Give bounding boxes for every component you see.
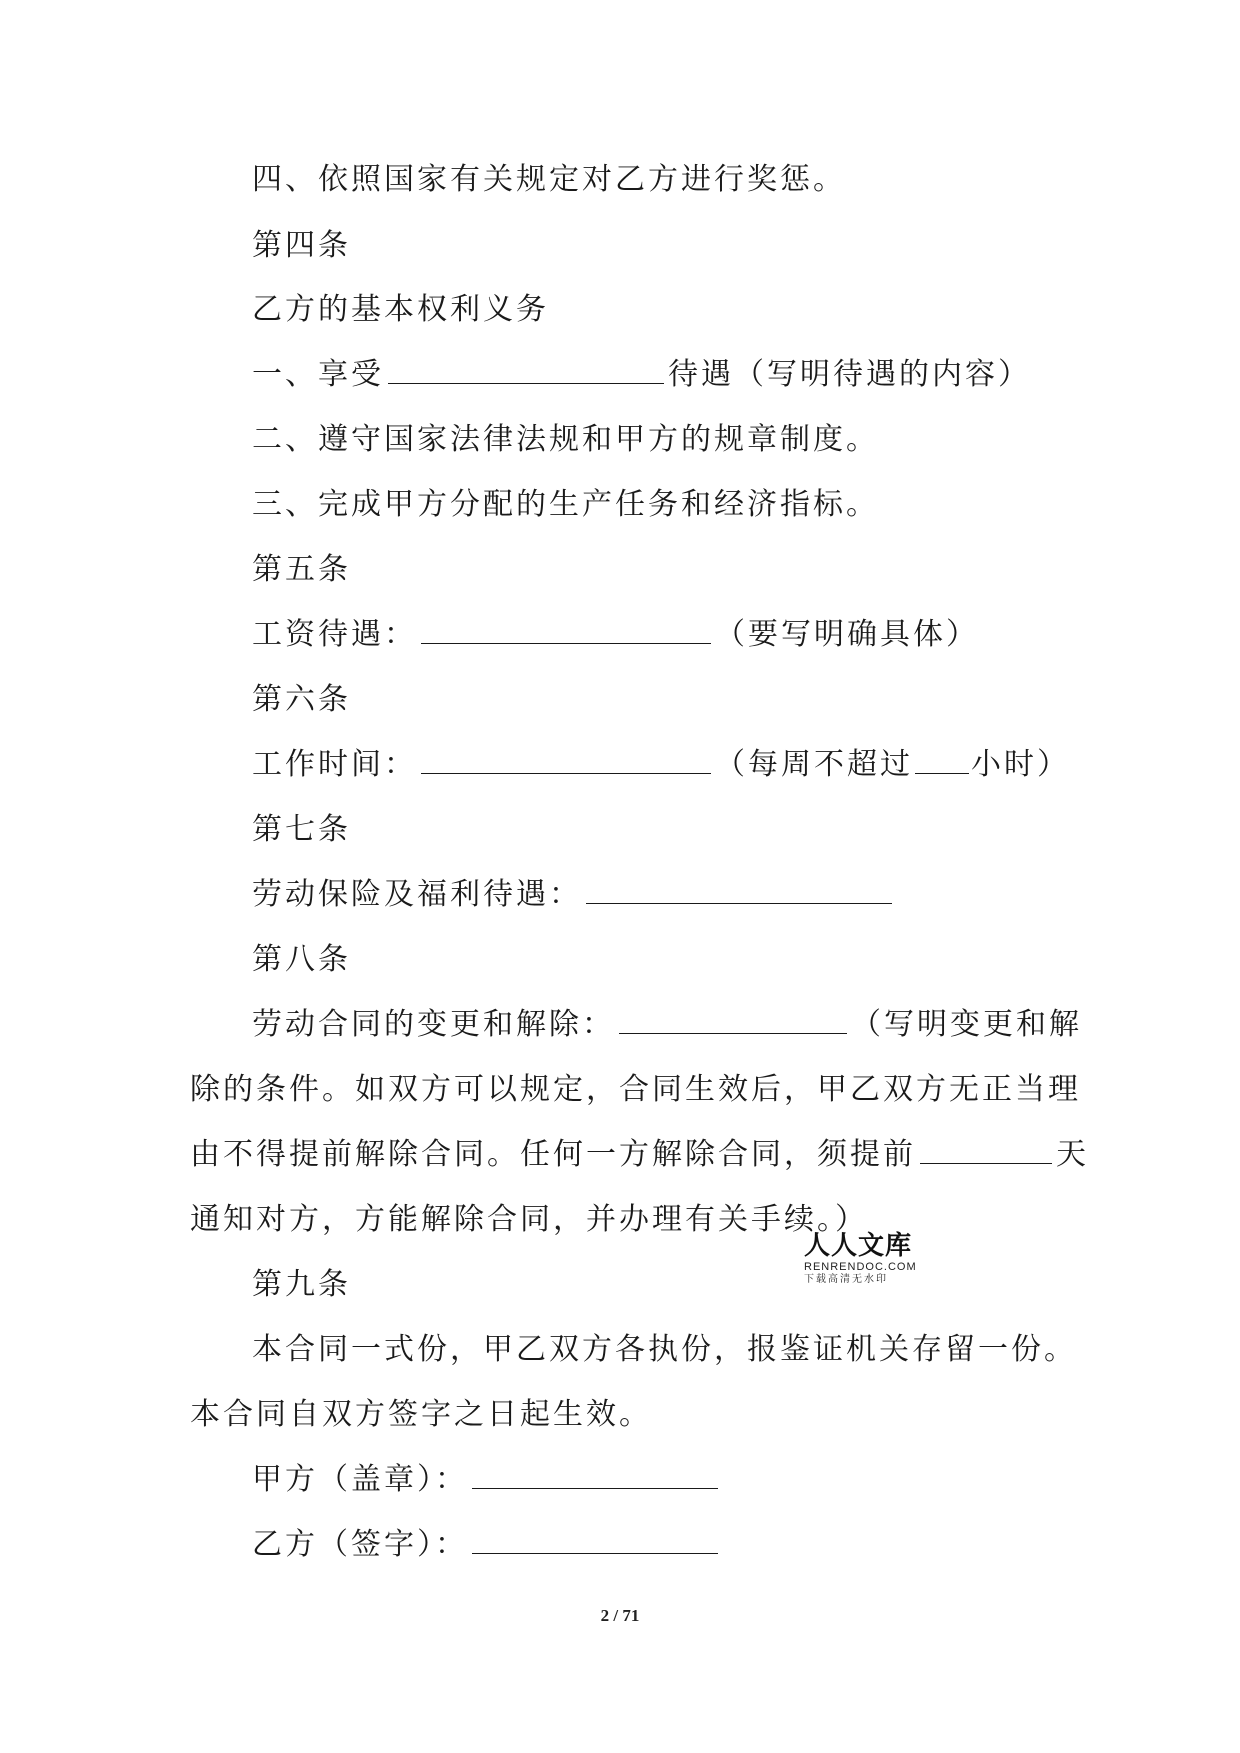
contract-change-line-2 — [190, 1072, 1081, 1108]
section-title: 乙方的基本权利义务 — [252, 292, 549, 327]
article-heading: 第七条 — [252, 812, 351, 847]
watermark-domain: RENRENDOC.COM — [804, 1261, 917, 1273]
party-b-signature-line — [252, 1527, 722, 1563]
article-9-heading — [252, 1267, 351, 1303]
fill-in-blank[interactable] — [388, 357, 664, 384]
paragraph-text: 由不得提前解除合同。任何一方解除合同，须提前 — [190, 1137, 916, 1172]
watermark-subtitle: 下载高清无水印 — [804, 1274, 888, 1285]
article-7-heading — [252, 812, 351, 848]
change-conditions-blank[interactable] — [619, 1007, 847, 1034]
paragraph-text: 通知对方，方能解除合同，并办理有关手续。） — [190, 1202, 868, 1237]
article-heading: 第八条 — [252, 942, 351, 977]
paragraph-text: 除的条件。如双方可以规定，合同生效后，甲乙双方无正当理 — [190, 1072, 1081, 1107]
paragraph-text: 三、完成甲方分配的生产任务和经济指标。 — [252, 487, 879, 522]
notice-days-blank[interactable] — [920, 1137, 1052, 1164]
clause-four-item-4 — [252, 162, 846, 198]
signature-label: 甲方（盖章）： — [252, 1462, 468, 1497]
watermark-title: 人人文库 — [804, 1231, 913, 1261]
hours-line — [252, 747, 1070, 783]
item-prefix: 一、享受 — [252, 357, 384, 392]
hours-blank[interactable] — [421, 747, 711, 774]
field-label: 劳动合同的变更和解除： — [252, 1007, 615, 1042]
paragraph-text: 天 — [1056, 1137, 1089, 1172]
article-heading: 第六条 — [252, 682, 351, 717]
insurance-line — [252, 877, 896, 913]
wage-blank[interactable] — [421, 617, 711, 644]
party-a-signature-line — [252, 1462, 722, 1498]
field-note: 小时） — [971, 747, 1070, 782]
watermark-logo — [804, 1232, 934, 1286]
wage-line — [252, 617, 979, 653]
insurance-blank[interactable] — [586, 877, 892, 904]
copies-line-2 — [190, 1397, 652, 1433]
item-suffix: 待遇（写明待遇的内容） — [668, 357, 1031, 392]
article-heading: 第九条 — [252, 1267, 351, 1302]
contract-change-line-1 — [252, 1007, 1082, 1043]
paragraph-text: 本合同自双方签字之日起生效。 — [190, 1397, 652, 1432]
party-b-item-1 — [252, 357, 1031, 393]
party-a-signature-blank[interactable] — [472, 1462, 718, 1489]
field-note: （要写明确具体） — [715, 617, 979, 652]
page-number: 2 / 71 — [600, 1606, 640, 1625]
contract-change-line-3 — [190, 1137, 1089, 1173]
paragraph-text: 四、依照国家有关规定对乙方进行奖惩。 — [252, 162, 846, 197]
field-note: （写明变更和解 — [851, 1007, 1082, 1042]
article-heading: 第五条 — [252, 552, 351, 587]
article-8-heading — [252, 942, 351, 978]
article-6-heading — [252, 682, 351, 718]
hours-per-week-blank[interactable] — [915, 747, 969, 774]
field-label: 工资待遇： — [252, 617, 417, 652]
contract-change-line-4 — [190, 1202, 868, 1238]
signature-label: 乙方（签字）： — [252, 1527, 468, 1562]
copies-line-1 — [252, 1332, 1077, 1368]
field-label: 劳动保险及福利待遇： — [252, 877, 582, 912]
field-note: （每周不超过 — [715, 747, 913, 782]
party-b-item-2 — [252, 422, 879, 458]
article-5-heading — [252, 552, 351, 588]
party-b-signature-blank[interactable] — [472, 1527, 718, 1554]
field-label: 工作时间： — [252, 747, 417, 782]
paragraph-text: 本合同一式份，甲乙双方各执份，报鉴证机关存留一份。 — [252, 1332, 1077, 1367]
party-b-rights-title — [252, 292, 549, 328]
party-b-item-3 — [252, 487, 879, 523]
article-heading: 第四条 — [252, 228, 351, 263]
paragraph-text: 二、遵守国家法律法规和甲方的规章制度。 — [252, 422, 879, 457]
article-4-heading — [252, 228, 351, 264]
